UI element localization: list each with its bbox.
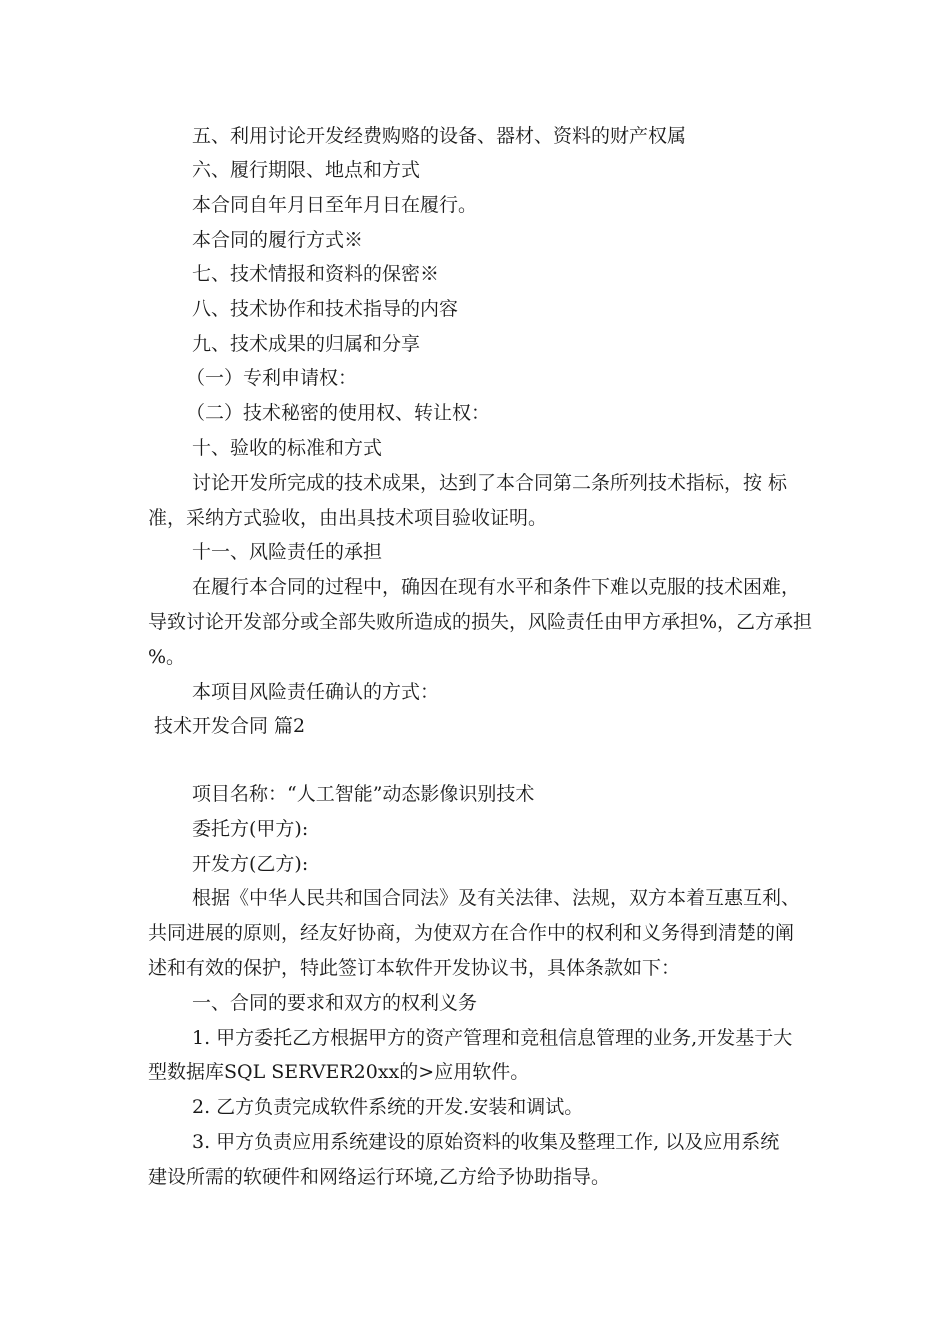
- project-name: 项目名称：“人工智能”动态影像识别技术: [192, 783, 535, 805]
- section-6-heading: 六、履行期限、地点和方式: [192, 159, 421, 181]
- paragraph-risk-3: %。: [148, 646, 186, 668]
- item-secret: （二）技术秘密的使用权、转让权：: [186, 402, 491, 424]
- paragraph-term: 本合同自年月日至年月日在履行。: [192, 194, 478, 216]
- paragraph-basis-3: 述和有效的保护，特此签订本软件开发协议书，具体条款如下：: [148, 957, 681, 979]
- party-a: 委托方(甲方):: [192, 818, 309, 840]
- contract-2-title: 技术开发合同 篇2: [154, 715, 306, 737]
- party-b: 开发方(乙方):: [192, 853, 309, 875]
- clause-3-line-1: 3. 甲方负责应用系统建设的原始资料的收集及整理工作, 以及应用系统: [192, 1131, 780, 1153]
- paragraph-risk-2: 导致讨论开发部分或全部失败所造成的损失，风险责任由甲方承担%，乙方承担: [148, 611, 813, 633]
- clause-1-line-2: 型数据库SQL SERVER20xx的>应用软件。: [148, 1061, 530, 1083]
- clause-2: 2. 乙方负责完成软件系统的开发.安装和调试。: [192, 1096, 584, 1118]
- paragraph-acceptance-2: 准，采纳方式验收，由出具技术项目验收证明。: [148, 507, 548, 529]
- clause-3-line-2: 建设所需的软硬件和网络运行环境,乙方给予协助指导。: [148, 1166, 611, 1188]
- section-1-heading: 一、合同的要求和双方的权利义务: [192, 992, 478, 1014]
- section-8-heading: 八、技术协作和技术指导的内容: [192, 298, 459, 320]
- section-9-heading: 九、技术成果的归属和分享: [192, 333, 421, 355]
- section-11-heading: 十一、风险责任的承担: [192, 541, 383, 563]
- section-7-heading: 七、技术情报和资料的保密※: [192, 263, 440, 285]
- paragraph-acceptance-1: 讨论开发所完成的技术成果，达到了本合同第二条所列技术指标，按 标: [192, 472, 788, 494]
- item-patent: （一）专利申请权：: [186, 367, 358, 389]
- paragraph-risk-confirm: 本项目风险责任确认的方式：: [192, 681, 440, 703]
- clause-1-line-1: 1. 甲方委托乙方根据甲方的资产管理和竞租信息管理的业务,开发基于大: [192, 1027, 793, 1049]
- paragraph-risk-1: 在履行本合同的过程中，确因在现有水平和条件下难以克服的技术困难，: [192, 576, 801, 598]
- section-10-heading: 十、验收的标准和方式: [192, 437, 383, 459]
- paragraph-basis-2: 共同进展的原则，经友好协商，为使双方在合作中的权利和义务得到清楚的阐: [148, 922, 795, 944]
- paragraph-basis-1: 根据《中华人民共和国合同法》及有关法律、法规，双方本着互惠互利、: [192, 887, 801, 909]
- section-5-heading: 五、利用讨论开发经费购赂的设备、器材、资料的财产权属: [192, 125, 687, 147]
- paragraph-method: 本合同的履行方式※: [192, 229, 364, 251]
